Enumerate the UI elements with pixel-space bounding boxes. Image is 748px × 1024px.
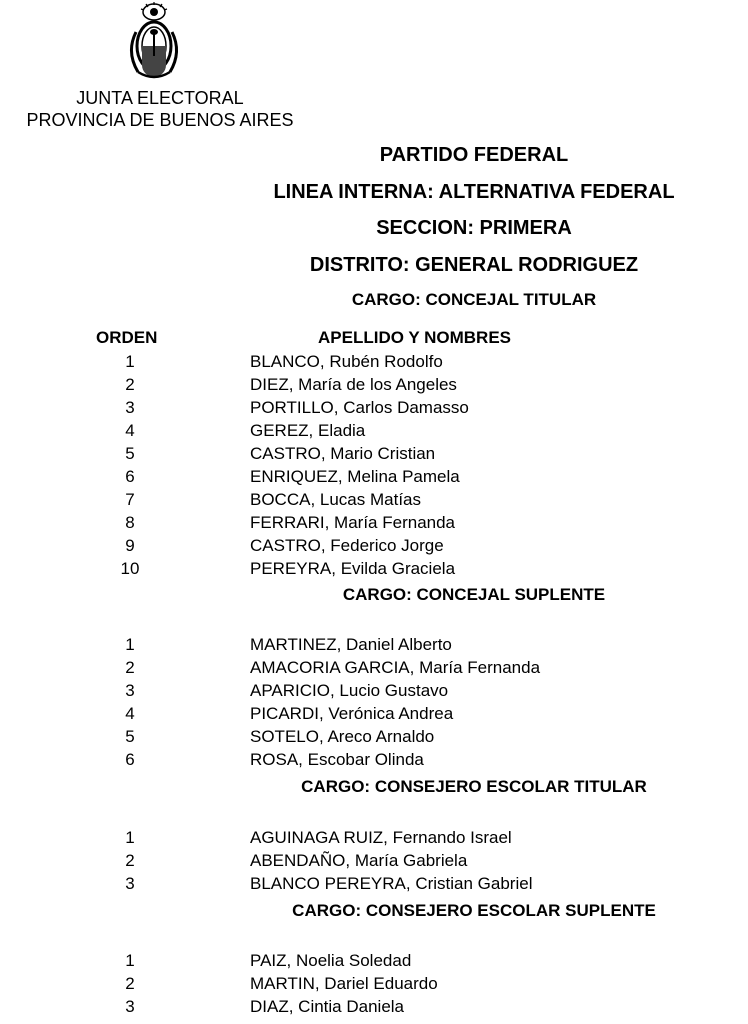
party-title: PARTIDO FEDERAL [379,144,569,166]
candidate-name: PEREYRA, Evilda Graciela [250,559,456,578]
candidate-row [0,511,748,534]
candidate-name: AMACORIA GARCIA, María Fernanda [250,658,541,677]
candidate-row [0,534,748,557]
candidate-order: 3 [125,874,135,893]
candidate-name: ENRIQUEZ, Melina Pamela [250,467,460,486]
cargo-heading: CARGO: CONCEJAL SUPLENTE [342,585,606,604]
candidate-row [0,656,748,679]
candidate-name: MARTIN, Dariel Eduardo [250,974,438,993]
candidate-order: 2 [125,375,135,394]
candidate-order: 2 [125,658,135,677]
candidate-order: 5 [125,727,135,746]
candidate-row [0,972,748,995]
cargo-heading: CARGO: CONCEJAL TITULAR [351,290,597,309]
candidate-row [0,465,748,488]
candidate-name: CASTRO, Mario Cristian [250,444,436,463]
candidate-row [0,350,748,373]
candidate-name: AGUINAGA RUIZ, Fernando Israel [250,828,512,847]
candidate-name: BLANCO, Rubén Rodolfo [250,352,443,371]
candidate-row [0,419,748,442]
candidate-order: 1 [125,951,135,970]
cargo-heading: CARGO: CONSEJERO ESCOLAR SUPLENTE [292,901,656,920]
candidate-row [0,488,748,511]
candidate-row [0,949,748,972]
candidate-row [0,995,748,1018]
candidate-order: 6 [125,467,135,486]
candidate-row [0,373,748,396]
candidate-order: 5 [125,444,135,463]
candidate-row [0,725,748,748]
candidate-order: 4 [125,704,135,723]
candidate-row [0,748,748,771]
candidate-row [0,633,748,656]
candidate-name: PAIZ, Noelia Soledad [250,951,412,970]
candidate-name: FERRARI, María Fernanda [250,513,456,532]
candidate-order: 3 [125,997,135,1016]
candidate-order: 2 [125,974,135,993]
candidate-name: BOCCA, Lucas Matías [250,490,422,509]
candidate-name: SOTELO, Areco Arnaldo [250,727,435,746]
candidate-order: 1 [125,352,135,371]
candidate-row [0,396,748,419]
candidate-order: 3 [125,681,135,700]
column-header-order: ORDEN [96,328,158,347]
candidate-order: 9 [125,536,135,555]
org-name: JUNTA ELECTORAL [76,88,244,108]
coat-of-arms-seal [124,2,184,80]
candidate-name: APARICIO, Lucio Gustavo [250,681,449,700]
section-title: SECCION: PRIMERA [376,217,572,239]
candidate-name: ABENDAÑO, María Gabriela [250,851,468,870]
candidate-order: 6 [125,750,135,769]
org-province: PROVINCIA DE BUENOS AIRES [26,110,294,130]
candidate-order: 1 [125,635,135,654]
candidate-row [0,702,748,725]
candidate-name: CASTRO, Federico Jorge [250,536,444,555]
candidate-name: BLANCO PEREYRA, Cristian Gabriel [250,874,533,893]
candidate-name: DIEZ, María de los Angeles [250,375,457,394]
candidate-order: 2 [125,851,135,870]
internal-line-title: LINEA INTERNA: ALTERNATIVA FEDERAL [273,181,675,203]
candidate-name: PORTILLO, Carlos Damasso [250,398,469,417]
cargo-heading: CARGO: CONSEJERO ESCOLAR TITULAR [301,777,647,796]
candidate-name: MARTINEZ, Daniel Alberto [250,635,452,654]
candidate-name: ROSA, Escobar Olinda [250,750,424,769]
candidate-name: PICARDI, Verónica Andrea [250,704,454,723]
candidate-name: DIAZ, Cintia Daniela [250,997,405,1016]
candidate-row [0,679,748,702]
candidate-row [0,442,748,465]
column-header-names: APELLIDO Y NOMBRES [318,328,512,347]
candidate-row [0,826,748,849]
district-title: DISTRITO: GENERAL RODRIGUEZ [309,254,639,276]
candidate-order: 10 [120,559,140,578]
candidate-order: 4 [125,421,135,440]
candidate-row [0,849,748,872]
candidate-order: 1 [125,828,135,847]
candidate-order: 8 [125,513,135,532]
candidate-order: 7 [125,490,135,509]
candidate-name: GEREZ, Eladia [250,421,366,440]
candidate-row [0,872,748,895]
candidate-row [0,557,748,580]
candidate-order: 3 [125,398,135,417]
